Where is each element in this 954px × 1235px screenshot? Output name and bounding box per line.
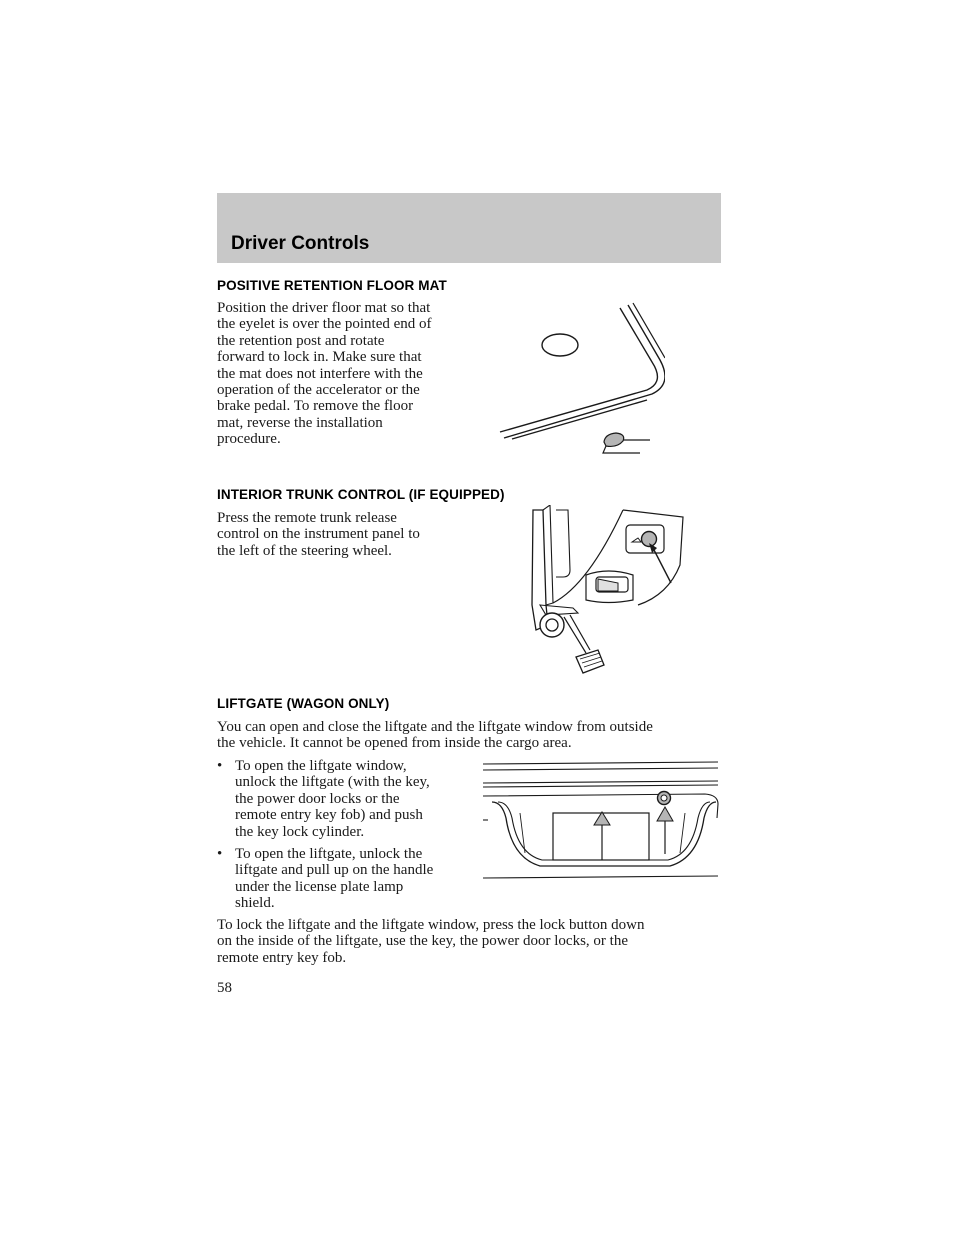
section-heading-trunk: INTERIOR TRUNK CONTROL (IF EQUIPPED) bbox=[217, 487, 505, 502]
text-line: forward to lock in. Make sure that bbox=[217, 349, 422, 366]
text-line: the vehicle. It cannot be opened from inside the cargo area. bbox=[217, 735, 572, 752]
text-line: brake pedal. To remove the floor bbox=[217, 398, 414, 415]
retention-eyelet bbox=[542, 334, 578, 356]
trunk-text bbox=[217, 510, 420, 559]
section-heading-floor-mat: POSITIVE RETENTION FLOOR MAT bbox=[217, 278, 447, 293]
text-line: To lock the liftgate and the liftgate window, press the lock button down bbox=[217, 917, 645, 933]
floor-mat-illustration bbox=[495, 300, 665, 465]
retention-post-icon bbox=[604, 433, 624, 446]
liftgate-illustration bbox=[480, 758, 722, 883]
text-line: To open the liftgate, unlock the bbox=[235, 846, 423, 863]
liftgate-closing-text bbox=[217, 917, 721, 966]
text-line: operation of the accelerator or the bbox=[217, 382, 420, 399]
text-line: the mat does not interfere with the bbox=[217, 365, 423, 382]
text-line: under the license plate lamp bbox=[235, 878, 404, 895]
header-band bbox=[217, 193, 721, 263]
text-line: the key lock cylinder. bbox=[235, 823, 365, 840]
page-title: Driver Controls bbox=[231, 233, 370, 254]
text-line: on the inside of the liftgate, use the key, the power door locks, or the bbox=[217, 933, 628, 950]
text-line: the eyelet is over the pointed end of bbox=[217, 316, 432, 333]
liftgate-intro-text bbox=[217, 719, 721, 752]
text-line: remote entry key fob. bbox=[217, 949, 347, 966]
text-line: Press the remote trunk release bbox=[217, 510, 397, 526]
text-line: shield. bbox=[235, 895, 275, 912]
floor-mat-text bbox=[217, 300, 432, 448]
text-line: the retention post and rotate bbox=[217, 332, 385, 349]
text-line: You can open and close the liftgate and the liftgate window from outside bbox=[217, 719, 653, 735]
section-heading-liftgate: LIFTGATE (WAGON ONLY) bbox=[217, 696, 390, 711]
bullet-icon: • bbox=[217, 758, 223, 774]
liftgate-bullet-list bbox=[217, 758, 473, 918]
page-number: 58 bbox=[217, 980, 232, 996]
text-line: To open the liftgate window, bbox=[235, 758, 407, 774]
bullet-icon: • bbox=[217, 846, 223, 863]
text-line: Position the driver floor mat so that bbox=[217, 300, 431, 316]
text-line: remote entry key fob) and push bbox=[235, 807, 423, 824]
text-line: control on the instrument panel to bbox=[217, 526, 420, 543]
text-line: the power door locks or the bbox=[235, 790, 400, 807]
text-line: the left of the steering wheel. bbox=[217, 542, 392, 559]
trunk-release-button-icon bbox=[642, 532, 657, 547]
list-item bbox=[217, 846, 473, 912]
trunk-control-illustration bbox=[528, 505, 693, 675]
text-line: unlock the liftgate (with the key, bbox=[235, 774, 430, 791]
cylinder-arrow-icon bbox=[657, 807, 673, 821]
text-line: mat, reverse the installation bbox=[217, 414, 383, 431]
text-line: procedure. bbox=[217, 431, 281, 448]
text-line: liftgate and pull up on the handle bbox=[235, 862, 434, 879]
list-item bbox=[217, 758, 473, 840]
